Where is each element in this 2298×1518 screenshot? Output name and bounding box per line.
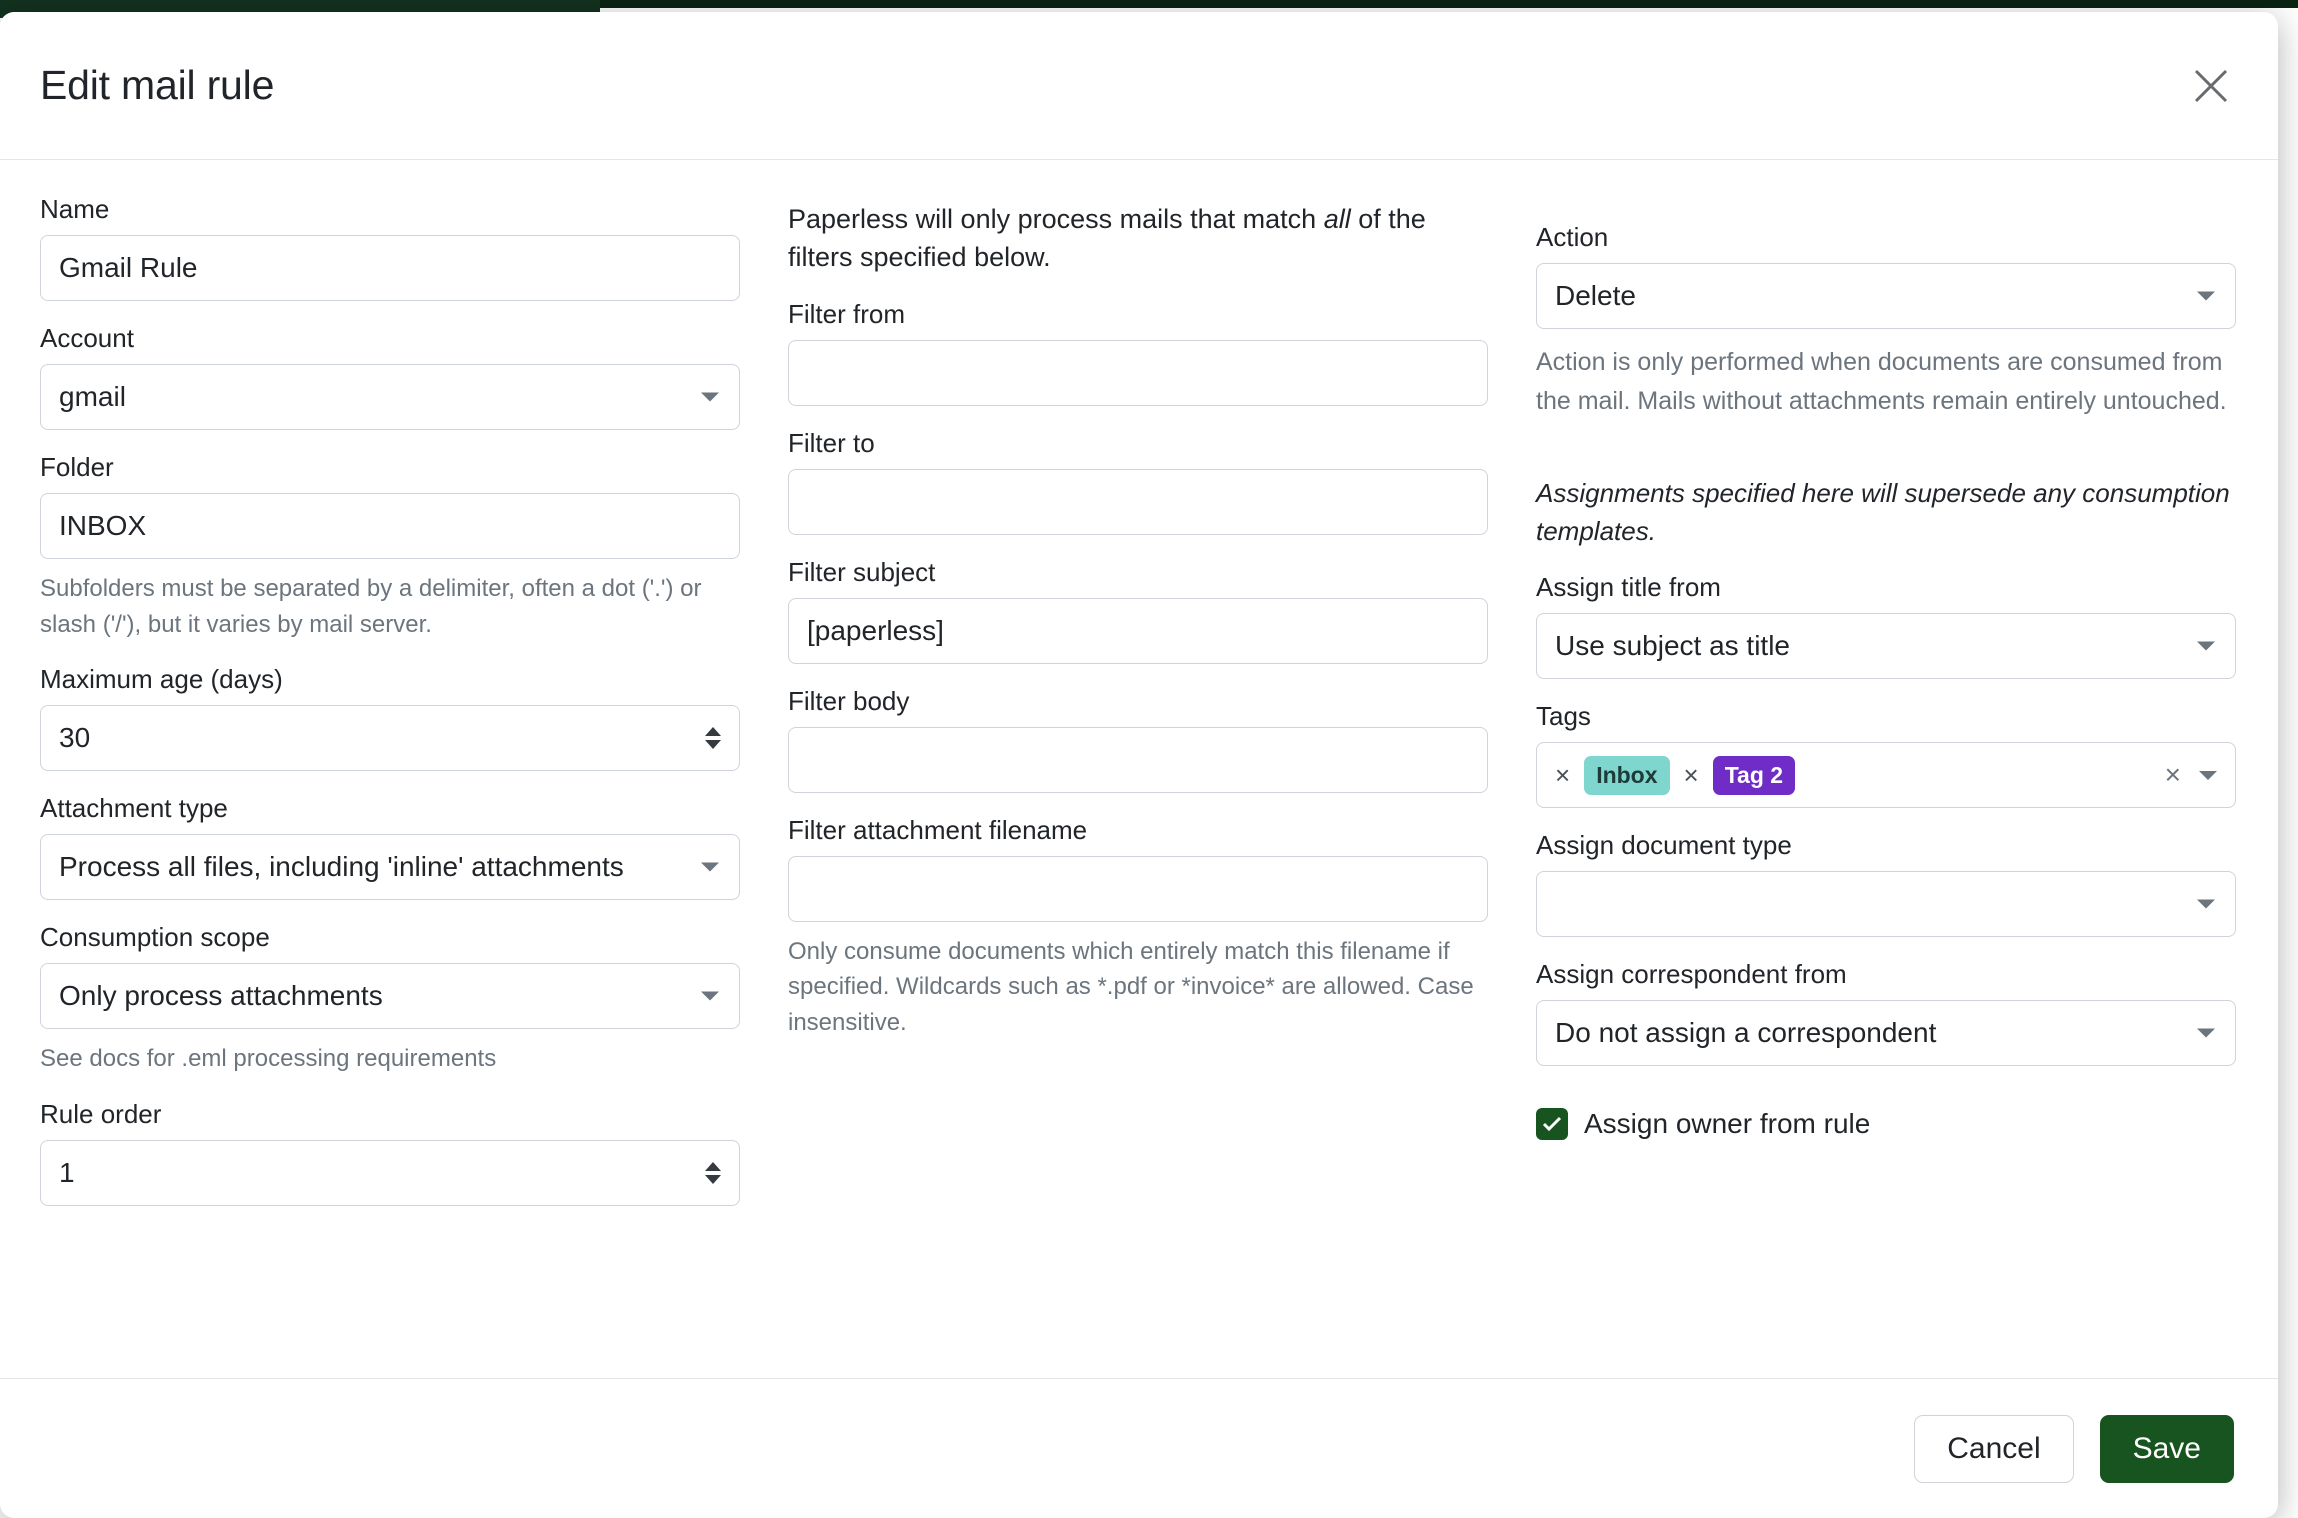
tag-chip[interactable]: Tag 2	[1713, 756, 1795, 795]
assign-correspondent-from-select[interactable]	[1536, 1000, 2236, 1066]
name-input[interactable]: Gmail Rule	[40, 235, 740, 301]
consumption-scope-help-text: See docs for .eml processing requirements	[40, 1045, 497, 1073]
assign-owner-from-rule-row[interactable]	[1536, 1108, 2236, 1140]
clear-icon[interactable]: ×	[2164, 759, 2181, 791]
consumption-scope-value: Only process attachments	[59, 980, 383, 1012]
maximum-age-value: 30	[59, 722, 91, 754]
filter-to-label: Filter to	[788, 427, 875, 458]
assign-document-type-select[interactable]	[1536, 871, 2236, 937]
column-filters	[788, 194, 1488, 1375]
chevron-down-icon	[701, 863, 719, 872]
assign-correspondent-from-value: Do not assign a correspondent	[1555, 1017, 1937, 1049]
chevron-down-icon	[2197, 900, 2215, 909]
attachment-type-label: Attachment type	[40, 793, 228, 824]
assign-title-from-select[interactable]	[1536, 613, 2236, 679]
tags-label: Tags	[1536, 701, 1591, 732]
window-top-strip-secondary	[600, 0, 2298, 8]
filter-to-input[interactable]	[788, 469, 1488, 535]
chevron-down-icon	[2197, 292, 2215, 301]
chevron-down-icon	[701, 992, 719, 1001]
assign-title-from-value: Use subject as title	[1555, 630, 1790, 662]
dialog-footer	[0, 1378, 2278, 1518]
chevron-down-icon	[2197, 642, 2215, 651]
filter-attachment-help-text: Only consume documents which entirely match this filename if specified. Wildcards such as *.pdf or *invoice* are allowed. Case insensitive.	[788, 937, 1474, 1036]
assign-document-type-label: Assign document type	[1536, 830, 1792, 861]
filter-attachment-filename-label: Filter attachment filename	[788, 814, 1088, 845]
stepper-arrows-icon[interactable]	[705, 1162, 721, 1184]
close-icon[interactable]	[2188, 63, 2234, 109]
save-button[interactable]: Save	[2100, 1415, 2234, 1483]
chevron-down-icon	[2197, 1029, 2215, 1038]
checkbox-checked-icon[interactable]	[1536, 1108, 1568, 1140]
attachment-type-value: Process all files, including 'inline' attachments	[59, 851, 624, 883]
action-help-text: Action is only performed when documents are consumed from the mail. Mails without attachments remain entirely untouched.	[1536, 348, 2227, 415]
folder-label: Folder	[40, 452, 114, 482]
filters-intro-post: of the filters specified below.	[788, 204, 1426, 273]
attachment-type-select[interactable]	[40, 834, 740, 900]
stepper-arrows-icon[interactable]	[705, 727, 721, 749]
folder-input[interactable]: INBOX	[40, 493, 740, 559]
account-select[interactable]	[40, 364, 740, 430]
edit-mail-rule-dialog	[0, 12, 2278, 1518]
remove-tag-icon[interactable]: ×	[1555, 760, 1571, 791]
rule-order-stepper[interactable]	[40, 1140, 740, 1206]
column-general	[40, 194, 740, 1375]
assign-correspondent-from-label: Assign correspondent from	[1536, 959, 1847, 990]
maximum-age-stepper[interactable]	[40, 705, 740, 771]
name-label: Name	[40, 194, 110, 224]
tag-chip[interactable]: Inbox	[1584, 756, 1669, 795]
assign-title-from-label: Assign title from	[1536, 572, 1721, 603]
consumption-scope-select[interactable]	[40, 963, 740, 1029]
filter-body-input[interactable]	[788, 727, 1488, 793]
filter-attachment-filename-input[interactable]	[788, 856, 1488, 922]
folder-help-text: Subfolders must be separated by a delimiter, often a dot ('.') or slash ('/'), but it varies by mail server.	[40, 575, 702, 638]
remove-tag-icon[interactable]: ×	[1683, 760, 1699, 791]
dialog-header	[0, 12, 2278, 160]
column-actions	[1536, 194, 2236, 1375]
rule-order-value: 1	[59, 1156, 75, 1188]
tags-controls	[2165, 761, 2221, 789]
consumption-scope-label: Consumption scope	[40, 922, 270, 953]
page-title: Edit mail rule	[40, 62, 275, 108]
action-select[interactable]	[1536, 263, 2236, 329]
assignments-note: Assignments specified here will supersede any consumption templates.	[1536, 478, 2230, 546]
rule-order-label: Rule order	[40, 1098, 162, 1129]
maximum-age-label: Maximum age (days)	[40, 664, 283, 695]
filter-from-input[interactable]	[788, 340, 1488, 406]
filters-intro-pre: Paperless will only process mails that match	[788, 204, 1324, 234]
filter-from-label: Filter from	[788, 298, 905, 329]
action-label: Action	[1536, 222, 1609, 252]
tags-input[interactable]	[1536, 742, 2236, 808]
filter-body-label: Filter body	[788, 685, 910, 716]
chevron-down-icon	[701, 393, 719, 402]
filter-subject-input[interactable]: [paperless]	[788, 598, 1488, 664]
account-label: Account	[40, 323, 134, 353]
chevron-down-icon[interactable]	[2199, 771, 2217, 780]
cancel-button[interactable]: Cancel	[1914, 1415, 2073, 1483]
filter-subject-label: Filter subject	[788, 556, 936, 587]
dialog-body	[0, 160, 2278, 1375]
filters-intro-text	[788, 200, 1488, 277]
account-select-value: gmail	[59, 381, 126, 412]
action-select-value: Delete	[1555, 280, 1636, 311]
filters-intro-emphasis: all	[1323, 204, 1351, 234]
assign-owner-from-rule-label: Assign owner from rule	[1584, 1108, 1871, 1140]
